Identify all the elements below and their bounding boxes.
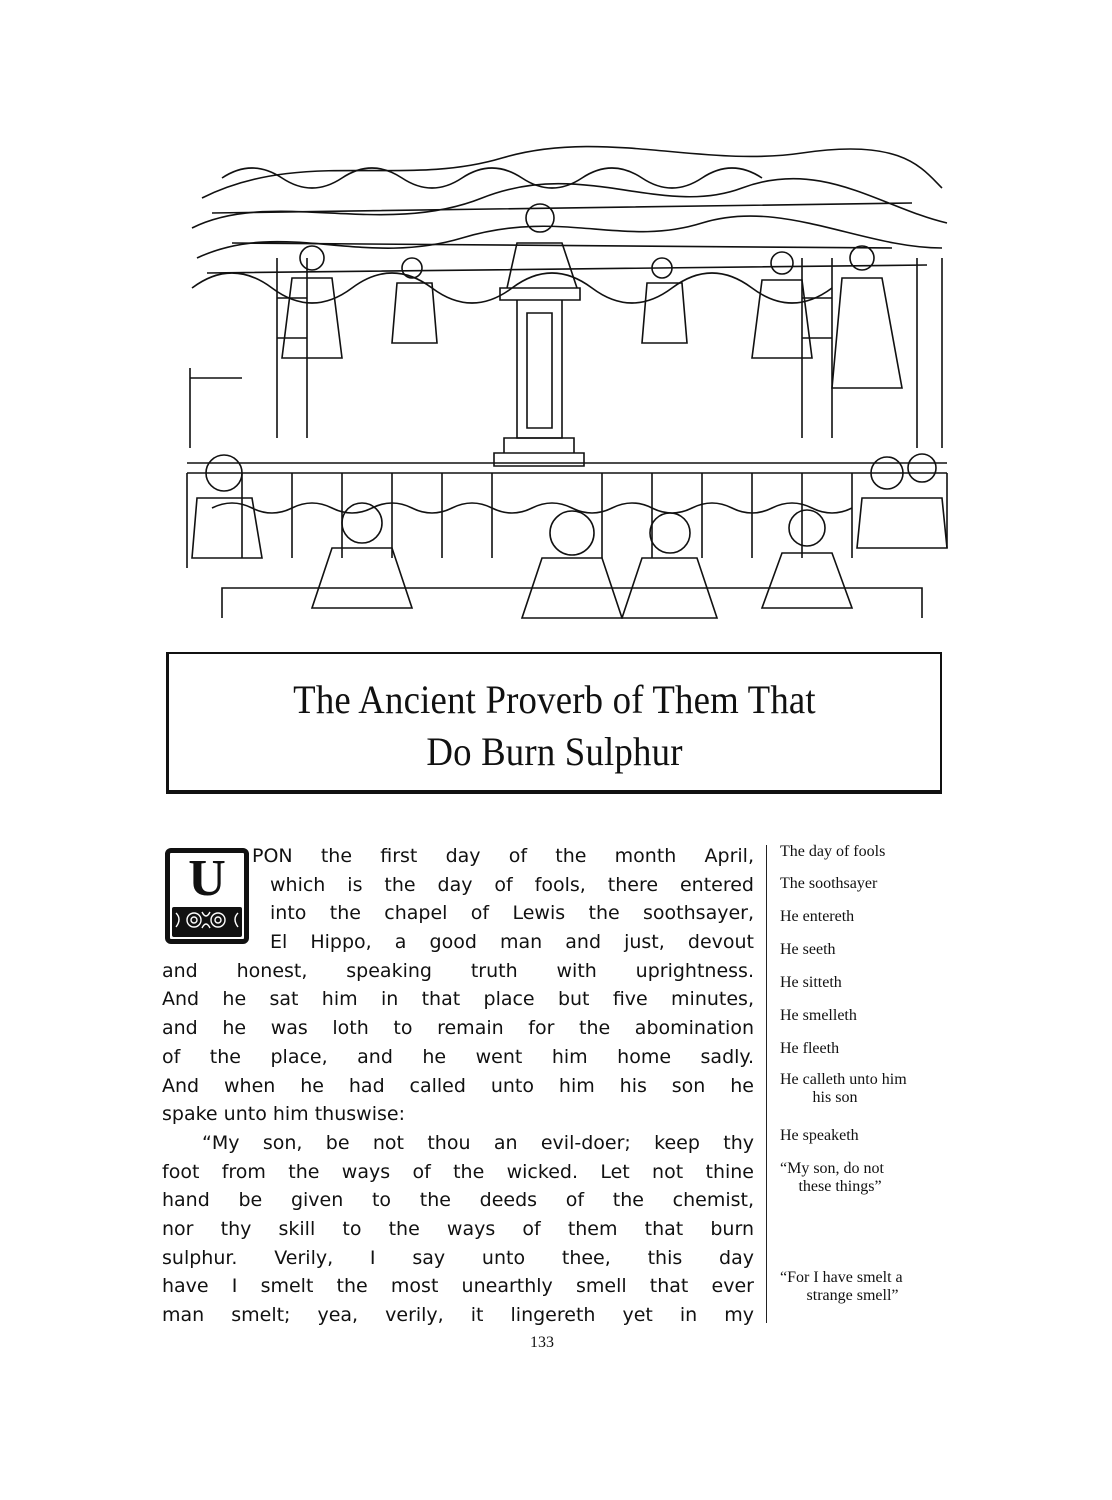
- body-line: have I smelt the most unearthly smell that ever: [162, 1275, 754, 1298]
- margin-note: [780, 1269, 925, 1305]
- margin-note: [780, 1071, 907, 1107]
- margin-note-line: his son: [812, 1089, 858, 1106]
- margin-note: He fleeth: [780, 1040, 840, 1057]
- body-line: and he was loth to remain for the abomination: [162, 1017, 754, 1040]
- body-line: spake unto him thuswise:: [162, 1103, 405, 1126]
- title-box: [166, 652, 942, 794]
- body-line: El Hippo, a good man and just, devout: [270, 931, 754, 954]
- margin-divider: [766, 845, 767, 1323]
- drop-cap-letter: U: [188, 850, 226, 907]
- margin-note: He sitteth: [780, 974, 842, 991]
- body-line: man smelt; yea, verily, it lingereth yet in my: [162, 1304, 754, 1326]
- margin-note: The soothsayer: [780, 875, 878, 892]
- margin-note: [780, 1160, 900, 1196]
- body-text: [162, 842, 754, 1330]
- body-line: And he sat him in that place but five minutes,: [162, 988, 754, 1011]
- body-line: PON the first day of the month April,: [252, 845, 754, 867]
- body-line: which is the day of fools, there entered: [270, 873, 754, 896]
- chapel-illustration: [182, 128, 954, 628]
- margin-note-line: strange smell”: [806, 1287, 899, 1304]
- margin-note-line: these things”: [798, 1178, 882, 1195]
- body-line: sulphur. Verily, I say unto thee, this day: [162, 1246, 754, 1269]
- margin-note-line: “My son, do not: [780, 1160, 884, 1177]
- margin-note: He smelleth: [780, 1007, 857, 1024]
- margin-note-line: “For I have smelt a: [780, 1269, 903, 1286]
- sky-scribbles: [192, 147, 947, 303]
- margin-note: The day of fools: [780, 843, 886, 860]
- seated-audience-stage: [190, 246, 942, 448]
- stage-edge: [187, 463, 947, 568]
- margin-note: He entereth: [780, 908, 855, 925]
- margin-note-line: He calleth unto him: [780, 1071, 907, 1088]
- body-line: hand be given to the deeds of the chemist,: [162, 1189, 754, 1212]
- body-line: of the place, and he went him home sadly.: [162, 1045, 754, 1068]
- body-line: foot from the ways of the wicked. Let not thine: [162, 1160, 754, 1183]
- margin-note: He seeth: [780, 941, 836, 958]
- body-line: “My son, be not thou an evil-doer; keep thy: [202, 1131, 754, 1154]
- body-line: nor thy skill to the ways of them that burn: [162, 1217, 754, 1240]
- body-line: And when he had called unto him his son he: [162, 1074, 754, 1097]
- title-line-2: Do Burn Sulphur: [426, 729, 683, 774]
- body-line: into the chapel of Lewis the soothsayer,: [270, 902, 754, 925]
- body-line: and honest, speaking truth with uprightness.: [162, 959, 754, 982]
- page-number: 133: [530, 1334, 554, 1351]
- margin-note: He speaketh: [780, 1127, 859, 1144]
- front-audience: [192, 454, 947, 618]
- title-line-1: The Ancient Proverb of Them That: [293, 677, 816, 722]
- speaker-at-pulpit: [494, 204, 584, 466]
